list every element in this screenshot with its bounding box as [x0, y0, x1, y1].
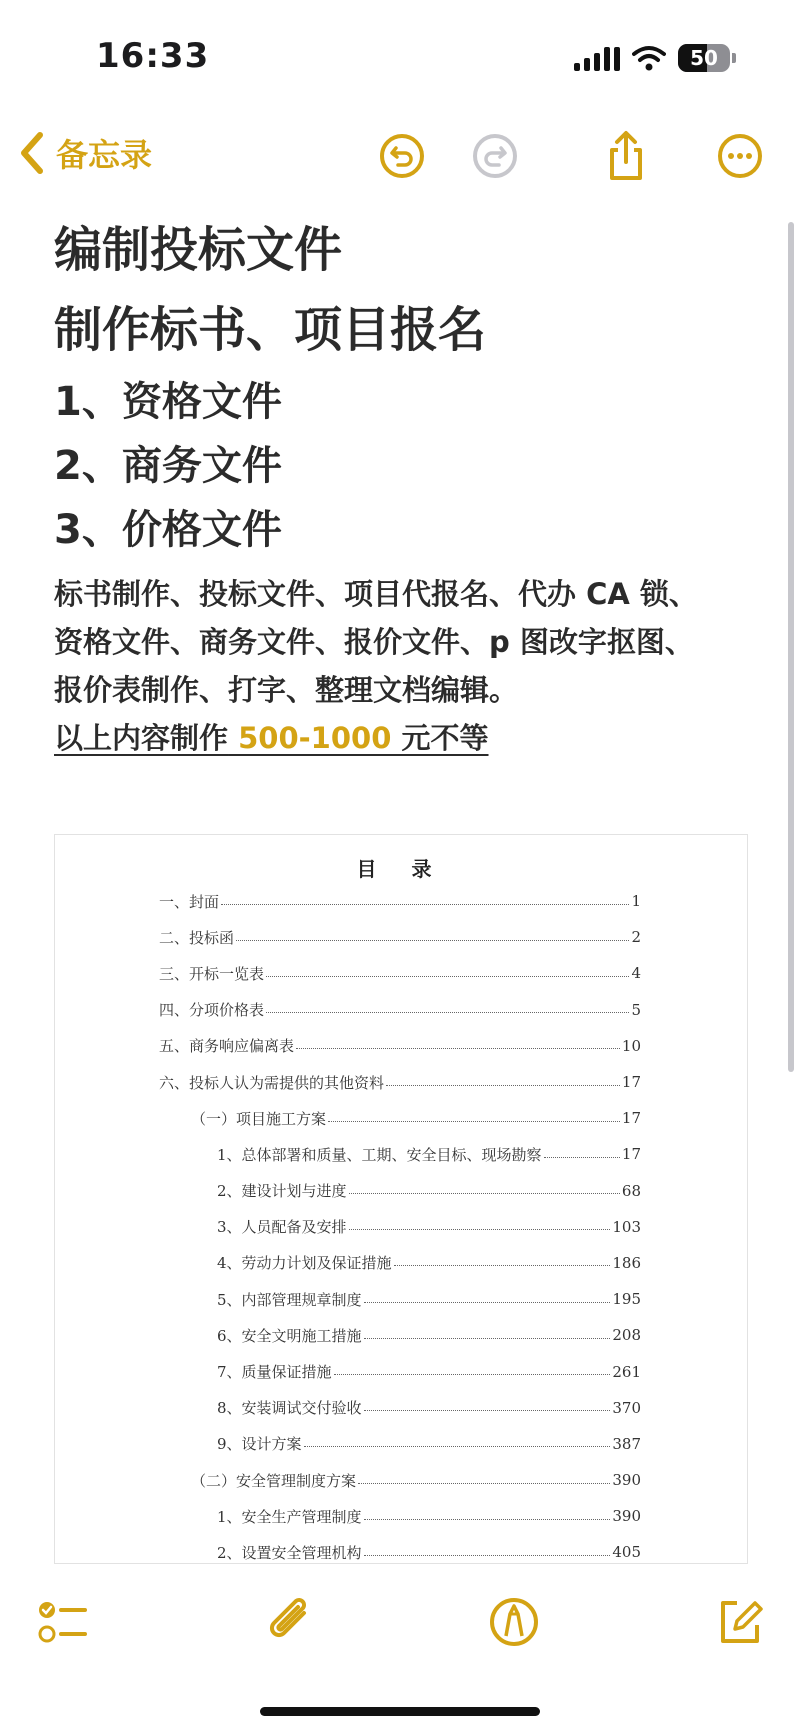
price-line	[54, 714, 754, 762]
toc-leader-dots	[296, 1048, 620, 1049]
toc-leader-dots	[349, 1229, 611, 1230]
toc-entry-page: 405	[612, 1543, 641, 1562]
toc-entry-page: 208	[612, 1326, 641, 1345]
toc-entry-page: 261	[612, 1362, 641, 1381]
toc-entry-label: 五、商务响应偏离表	[159, 1037, 295, 1056]
attachment-button[interactable]	[261, 1592, 321, 1652]
compose-icon	[715, 1597, 765, 1647]
toc-entry-label: 1、总体部署和质量、工期、安全目标、现场勘察	[217, 1145, 542, 1164]
cellular-signal-icon	[574, 45, 620, 71]
toc-entry-label: 2、建设计划与进度	[217, 1182, 347, 1201]
toc-entry-label: 7、质量保证措施	[217, 1363, 332, 1382]
toc-entry-page: 186	[612, 1253, 641, 1272]
toc-leader-dots	[394, 1265, 611, 1266]
back-button[interactable]	[18, 130, 152, 176]
toc-entry-page: 370	[612, 1398, 641, 1417]
toc-row	[55, 955, 747, 991]
price-suffix: 元不等	[401, 721, 489, 755]
toc-entry-page: 103	[612, 1217, 641, 1236]
toc-entry-page: 195	[612, 1290, 641, 1309]
markup-button[interactable]	[484, 1592, 544, 1652]
note-body-line: 标书制作、投标文件、项目代报名、代办 CA 锁、	[54, 577, 698, 611]
toc-entry-page: 390	[612, 1471, 641, 1490]
toc-entry-label: （一）项目施工方案	[191, 1109, 327, 1128]
more-icon	[716, 132, 764, 180]
note-body-line: 报价表制作、打字、整理文档编辑。	[54, 673, 519, 707]
toc-entry-label: 四、分项价格表	[159, 1001, 265, 1020]
toc-list	[55, 883, 747, 1564]
battery-tip	[732, 53, 736, 63]
toc-entry-label: 二、投标函	[159, 928, 235, 947]
toc-row	[55, 919, 747, 955]
toc-row	[55, 1064, 747, 1100]
battery-level: 50	[690, 46, 718, 70]
toc-leader-dots	[266, 976, 629, 977]
toc-leader-dots	[328, 1121, 620, 1122]
toc-leader-dots	[266, 1012, 629, 1013]
toc-entry-label: 3、人员配备及安排	[217, 1218, 347, 1237]
toc-entry-label: 1、安全生产管理制度	[217, 1507, 362, 1526]
toc-entry-page: 17	[621, 1145, 641, 1164]
note-body[interactable]	[54, 210, 754, 762]
toc-entry-page: 5	[631, 1000, 641, 1019]
toc-row	[55, 992, 747, 1028]
toc-entry-page: 4	[631, 964, 641, 983]
toc-row	[55, 1136, 747, 1172]
toc-row	[55, 1100, 747, 1136]
markup-icon	[488, 1596, 540, 1648]
toc-entry-page: 2	[631, 928, 641, 947]
note-body-line: 资格文件、商务文件、报价文件、p 图改字抠图、	[54, 625, 694, 659]
note-list-item: 3、价格文件	[54, 507, 282, 553]
back-chevron-icon	[18, 131, 46, 175]
redo-button[interactable]	[467, 128, 523, 184]
note-paragraph	[54, 570, 754, 714]
nav-bar	[0, 110, 800, 200]
toc-entry-label: 三、开标一览表	[159, 964, 265, 983]
toc-leader-dots	[221, 904, 629, 905]
toc-entry-label: 9、设计方案	[217, 1435, 302, 1454]
toc-row	[55, 1028, 747, 1064]
toc-entry-page: 17	[621, 1109, 641, 1128]
note-title-line: 编制投标文件	[54, 222, 343, 278]
toc-entry-label: （二）安全管理制度方案	[191, 1471, 357, 1490]
toc-entry-page: 1	[631, 892, 641, 911]
note-list-item: 1、资格文件	[54, 379, 282, 425]
toc-entry-page: 390	[612, 1507, 641, 1526]
toc-leader-dots	[544, 1157, 620, 1158]
toc-leader-dots	[334, 1374, 611, 1375]
bottom-toolbar	[0, 1565, 800, 1733]
checklist-button[interactable]	[33, 1592, 93, 1652]
toc-row	[55, 1209, 747, 1245]
home-indicator[interactable]	[260, 1707, 540, 1716]
price-range: 500-1000	[228, 721, 402, 755]
toc-row	[55, 1317, 747, 1353]
toc-entry-page: 10	[621, 1036, 641, 1055]
status-bar	[0, 0, 800, 110]
attachment-icon	[266, 1595, 316, 1649]
battery-icon	[678, 44, 730, 72]
toc-row	[55, 1462, 747, 1498]
status-icons	[574, 44, 736, 72]
toc-row	[55, 1534, 747, 1564]
status-time: 16:33	[96, 36, 210, 76]
share-icon	[602, 130, 650, 182]
checklist-icon	[37, 1598, 89, 1646]
undo-icon	[378, 132, 426, 180]
price-prefix: 以上内容制作	[54, 721, 229, 755]
toc-leader-dots	[364, 1338, 611, 1339]
toc-entry-page: 387	[612, 1434, 641, 1453]
redo-icon	[471, 132, 519, 180]
toc-row	[55, 1498, 747, 1534]
toc-leader-dots	[358, 1483, 610, 1484]
toc-leader-dots	[349, 1193, 620, 1194]
toc-entry-label: 2、设置安全管理机构	[217, 1543, 362, 1562]
wifi-icon	[632, 45, 666, 71]
note-title-line: 制作标书、项目报名	[54, 302, 487, 358]
toc-entry-page: 68	[621, 1181, 641, 1200]
more-button[interactable]	[712, 128, 768, 184]
toc-leader-dots	[364, 1555, 611, 1556]
note-list-item: 2、商务文件	[54, 443, 282, 489]
toc-row	[55, 1353, 747, 1389]
toc-leader-dots	[364, 1410, 611, 1411]
toc-leader-dots	[304, 1446, 611, 1447]
toc-row	[55, 1245, 747, 1281]
share-button[interactable]	[598, 128, 654, 184]
toc-entry-label: 8、安装调试交付验收	[217, 1399, 362, 1418]
toc-entry-label: 6、安全文明施工措施	[217, 1326, 362, 1345]
toc-leader-dots	[364, 1302, 611, 1303]
toc-leader-dots	[386, 1085, 620, 1086]
compose-button[interactable]	[710, 1592, 770, 1652]
toc-entry-label: 六、投标人认为需提供的其他资料	[159, 1073, 385, 1092]
scroll-indicator[interactable]	[788, 222, 794, 1072]
toc-entry-label: 4、劳动力计划及保证措施	[217, 1254, 392, 1273]
toc-entry-label: 一、封面	[159, 892, 220, 911]
toc-entry-label: 5、内部管理规章制度	[217, 1290, 362, 1309]
toc-row	[55, 1390, 747, 1426]
toc-row	[55, 883, 747, 919]
attached-document-image[interactable]	[54, 834, 748, 1564]
toc-row	[55, 1173, 747, 1209]
back-label: 备忘录	[56, 136, 153, 174]
toc-entry-page: 17	[621, 1073, 641, 1092]
toc-leader-dots	[364, 1519, 611, 1520]
toc-leader-dots	[236, 940, 629, 941]
undo-button[interactable]	[374, 128, 430, 184]
toc-row	[55, 1426, 747, 1462]
toc-row	[55, 1281, 747, 1317]
toc-title: 目 录	[356, 857, 446, 881]
